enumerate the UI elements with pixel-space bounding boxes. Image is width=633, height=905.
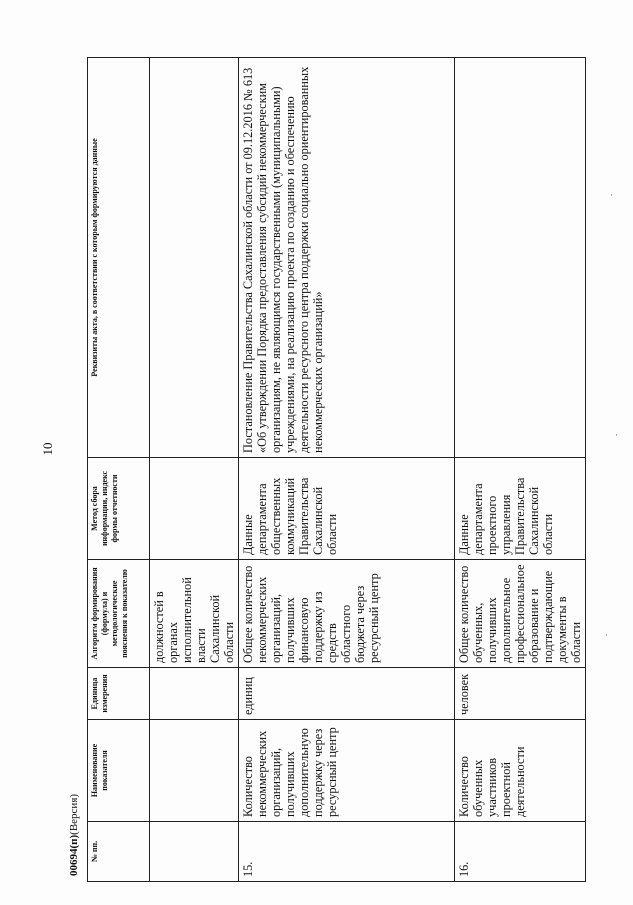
- row-method: [150, 458, 239, 560]
- row-method: Данные департамента проектного управления Правительства Сахалинской области: [455, 458, 586, 560]
- row-name: Количество обученных участников проектной деятельности: [455, 720, 586, 822]
- row-algo: Общее количество обученных, получивших дополнительное профессиональное образование и подтверждающие документы в области: [455, 560, 586, 668]
- page-number: 10: [40, 442, 55, 456]
- header-reqs: Реквизиты акта, в соответствии с которым формируются данные: [88, 58, 150, 458]
- header-name: Наименование показателя: [88, 720, 150, 822]
- scan-speck: ·: [605, 630, 608, 640]
- table-header-row: [88, 58, 150, 882]
- row-algo: должностей в органах исполнительной власти Сахалинской области: [150, 560, 239, 668]
- scan-speck: ·: [615, 430, 618, 440]
- row-unit: человек: [455, 668, 586, 720]
- footer-code: 00694(п): [68, 834, 80, 876]
- row-num: [150, 822, 239, 882]
- row-unit: [150, 668, 239, 720]
- row-name: [150, 720, 239, 822]
- table-row: [455, 58, 586, 882]
- row-algo: Общее количество некоммерческих организаций, получивших финансовую поддержку из средств областного бюджета через ресурсный центр: [239, 560, 455, 668]
- document-footer: [68, 676, 80, 876]
- indicator-table: [87, 57, 586, 882]
- footer-label: (Версия): [68, 793, 80, 835]
- table-row: [239, 58, 455, 882]
- row-reqs: [455, 58, 586, 458]
- row-reqs: Постановление Правительства Сахалинской области от 09.12.2016 № 613 «Об утверждении Порядка предоставления субсидий некоммерческим организациям, не являющимся государственными (муниципальными) учреждениями, на реализацию проекта по созданию и обеспечению деятельности ресурсного центра поддержки социально ориентированных некоммерческих организаций»: [239, 58, 455, 458]
- table-row: [150, 58, 239, 882]
- row-num: 15.: [239, 822, 455, 882]
- row-method: Данные департамента общественных коммуникаций Правительства Сахалинской области: [239, 458, 455, 560]
- row-num: 16.: [455, 822, 586, 882]
- header-algo: Алгоритм формирования (формула) и методологические пояснения к показателю: [88, 560, 150, 668]
- row-unit: единиц: [239, 668, 455, 720]
- rotated-table-container: [87, 58, 583, 882]
- header-num: № пп.: [88, 822, 150, 882]
- row-name: Количество некоммерческих организаций, получивших дополнительную поддержку через ресурсный центр: [239, 720, 455, 822]
- header-unit: Единица измерения: [88, 668, 150, 720]
- row-reqs: [150, 58, 239, 458]
- header-method: Метод сбора информации, индекс формы отчетности: [88, 458, 150, 560]
- scan-speck: ·: [610, 190, 613, 200]
